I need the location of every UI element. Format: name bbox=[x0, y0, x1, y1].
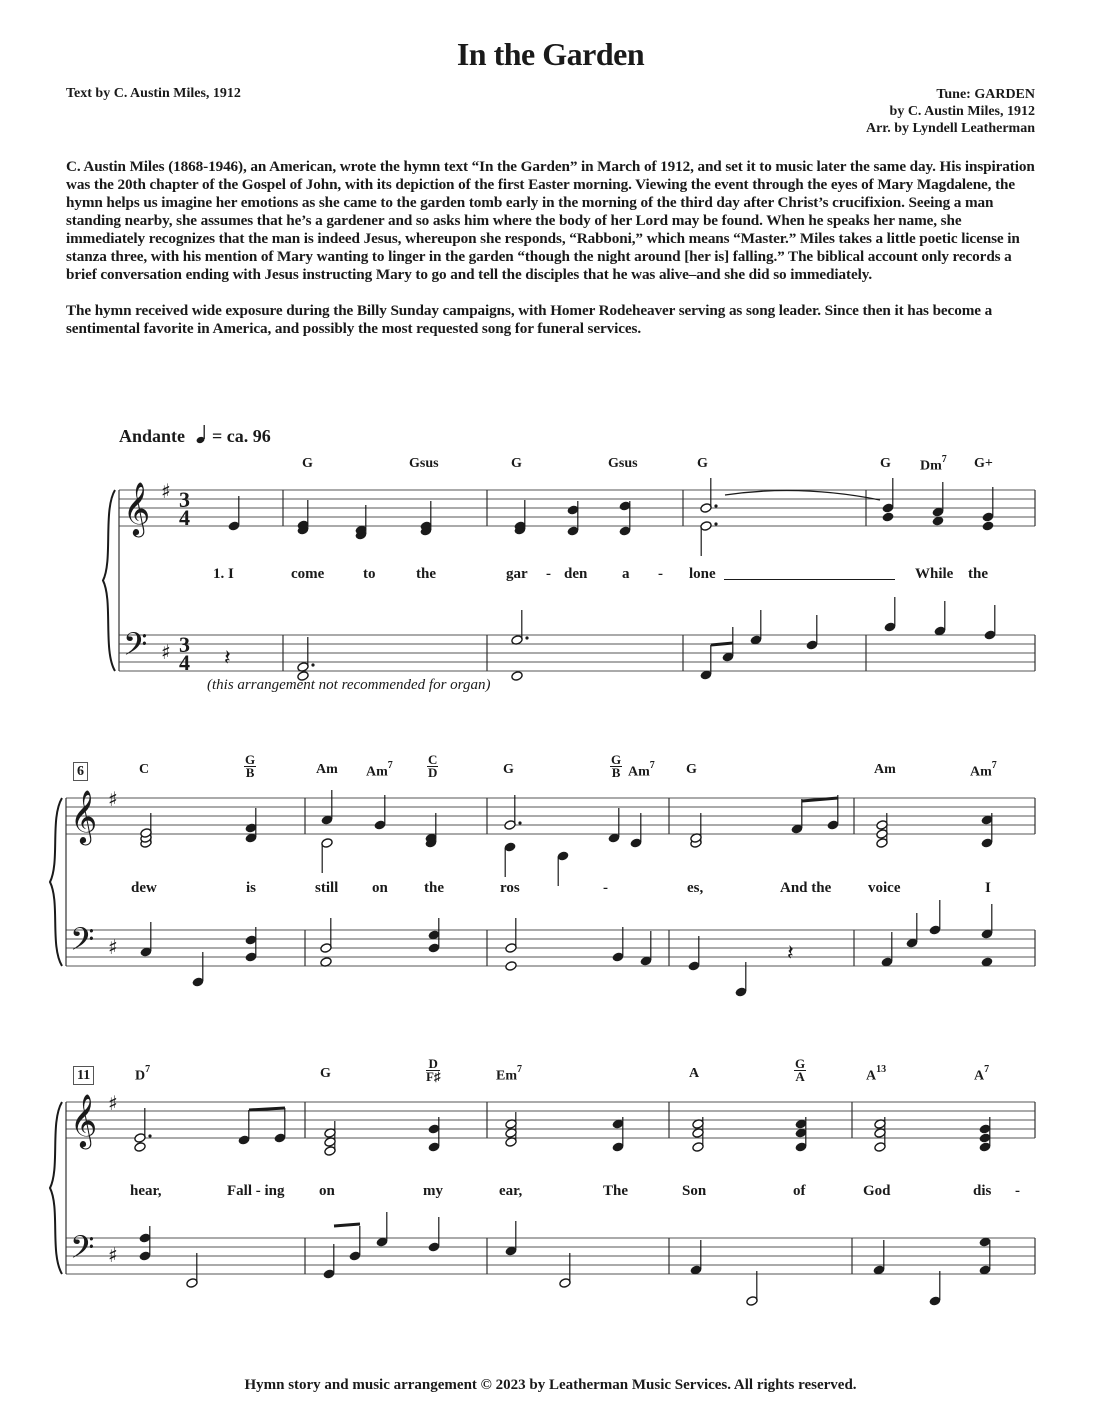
chord-symbol bbox=[302, 456, 313, 472]
slash-chord-symbol bbox=[427, 754, 438, 779]
chord-extension: 7 bbox=[649, 760, 655, 771]
slash-chord-top: D bbox=[426, 1058, 440, 1071]
chord-root: Em bbox=[496, 1068, 517, 1084]
quarter-note-icon bbox=[557, 851, 569, 886]
quarter-note-icon bbox=[376, 1212, 388, 1247]
time-signature: 4 bbox=[179, 505, 190, 530]
arranger: Arr. by Lyndell Leatherman bbox=[865, 121, 1035, 136]
tune-name: Tune: GARDEN bbox=[936, 87, 1035, 102]
half-note-icon bbox=[559, 1253, 571, 1288]
tempo-value: = ca. 96 bbox=[212, 426, 271, 446]
slash-chord-top: G bbox=[611, 752, 622, 767]
slash-chord-bass: B bbox=[611, 765, 621, 780]
lyric-syllable: Fall - ing bbox=[227, 1183, 285, 1199]
quarter-note-icon bbox=[140, 922, 152, 957]
half-note-icon bbox=[321, 838, 333, 873]
lyric-syllable: The bbox=[603, 1183, 629, 1199]
lyric-syllable: the bbox=[968, 566, 988, 582]
quarter-note-icon bbox=[349, 1226, 361, 1261]
grand-staff bbox=[0, 738, 1101, 1026]
chord-symbol bbox=[608, 456, 638, 472]
quarter-note-icon bbox=[612, 927, 624, 962]
chord-root: D bbox=[135, 1068, 146, 1084]
half-note-icon bbox=[511, 610, 529, 645]
quarter-note-icon bbox=[906, 913, 918, 948]
tempo-word: Andante bbox=[119, 426, 186, 446]
lyric-syllable: of bbox=[793, 1183, 806, 1199]
organ-note: (this arrangement not recommended for organ) bbox=[207, 677, 491, 693]
chord-symbol bbox=[866, 1066, 886, 1085]
chord-root: G bbox=[320, 1066, 331, 1081]
lyric-syllable: hear, bbox=[130, 1183, 162, 1199]
slash-chord-bass: F♯ bbox=[426, 1069, 441, 1084]
lyric-syllable: my bbox=[423, 1183, 443, 1199]
chord-root: G bbox=[697, 456, 708, 471]
copyright-footer: Hymn story and music arrangement © 2023 by Leatherman Music Services. All rights reserved. bbox=[244, 1377, 857, 1393]
quarter-note-icon bbox=[640, 931, 652, 966]
quarter-note-icon bbox=[981, 904, 993, 939]
chord-root: Dm bbox=[920, 458, 942, 474]
tune-composer: by C. Austin Miles, 1912 bbox=[889, 104, 1035, 119]
lyric-syllable: ros bbox=[500, 880, 520, 896]
chord-symbol bbox=[503, 762, 514, 778]
page-title: In the Garden bbox=[456, 36, 645, 72]
chord-root: A bbox=[974, 1068, 985, 1084]
lyric-syllable: den bbox=[564, 566, 588, 582]
slash-chord-symbol bbox=[794, 1058, 806, 1083]
quarter-note-icon bbox=[355, 505, 367, 540]
quarter-note-icon bbox=[428, 1117, 440, 1152]
chord-symbol bbox=[874, 762, 896, 778]
quarter-note-icon bbox=[238, 1110, 250, 1145]
chord-symbol bbox=[697, 456, 708, 472]
treble-clef-icon: 𝄞 bbox=[123, 481, 151, 535]
measure-number: 6 bbox=[73, 762, 88, 781]
chord-symbol bbox=[316, 762, 338, 778]
lyric-syllable: to bbox=[363, 566, 376, 582]
slash-chord-top: C bbox=[428, 752, 438, 767]
lyric-syllable: - bbox=[603, 880, 608, 896]
quarter-note-icon bbox=[929, 900, 941, 935]
chord-root: Am bbox=[874, 762, 896, 777]
sharp-icon: ♯ bbox=[108, 787, 118, 811]
lyric-syllable: - bbox=[1015, 1183, 1020, 1199]
brace-icon bbox=[50, 798, 62, 966]
chord-root: G bbox=[880, 456, 891, 471]
sharp-icon: ♯ bbox=[161, 640, 171, 664]
time-signature: 3 bbox=[179, 632, 190, 657]
quarter-note-icon bbox=[297, 500, 309, 535]
slash-chord-symbol bbox=[426, 1058, 440, 1083]
slash-chord-bass: B bbox=[245, 765, 255, 780]
tune-credit bbox=[866, 86, 1035, 137]
quarter-note-icon bbox=[321, 790, 333, 825]
quarter-note-icon bbox=[929, 1271, 941, 1306]
treble-clef-icon: 𝄞 bbox=[70, 1093, 98, 1147]
chord-root: Gsus bbox=[608, 456, 638, 471]
lyric-extender-line bbox=[724, 579, 895, 580]
lyric-syllable: on bbox=[372, 880, 388, 896]
quarter-rest-icon: 𝄽 bbox=[224, 646, 231, 671]
chord-symbol bbox=[320, 1066, 331, 1082]
treble-clef-icon: 𝄞 bbox=[70, 789, 98, 843]
quarter-note-icon bbox=[428, 1217, 440, 1252]
sharp-icon: ♯ bbox=[108, 1091, 118, 1115]
lyric-syllable: dew bbox=[131, 880, 157, 896]
quarter-note-icon bbox=[323, 1244, 335, 1279]
half-note-icon bbox=[690, 813, 702, 848]
brace-icon bbox=[103, 490, 115, 671]
chord-root: A bbox=[866, 1068, 877, 1084]
chord-root: G+ bbox=[974, 456, 993, 471]
measure-number: 11 bbox=[73, 1066, 94, 1085]
chord-symbol bbox=[686, 762, 697, 778]
quarter-note-icon bbox=[228, 496, 240, 531]
lyric-syllable: And the bbox=[780, 880, 832, 896]
lyric-syllable: dis bbox=[973, 1183, 992, 1199]
quarter-note-icon bbox=[690, 1240, 702, 1275]
quarter-note-icon bbox=[932, 482, 944, 517]
lyric-syllable: gar bbox=[506, 566, 528, 582]
bass-clef-icon: 𝄢 bbox=[70, 1229, 95, 1273]
chord-extension: 7 bbox=[387, 760, 393, 771]
chord-extension: 7 bbox=[984, 1064, 990, 1075]
brace-icon bbox=[50, 1102, 62, 1274]
lyric-syllable: While bbox=[915, 566, 954, 582]
lyric-syllable: come bbox=[291, 566, 325, 582]
quarter-note-icon bbox=[274, 1108, 286, 1143]
chord-root: Am bbox=[316, 762, 338, 777]
quarter-note-icon bbox=[504, 842, 516, 877]
chord-root: Am bbox=[970, 764, 992, 780]
quarter-note-icon bbox=[873, 1240, 885, 1275]
chord-symbol bbox=[974, 1066, 989, 1085]
time-signature: 4 bbox=[179, 650, 190, 675]
quarter-note-icon bbox=[827, 795, 839, 830]
story-paragraph: The hymn received wide exposure during the Billy Sunday campaigns, with Homer Rodeheaver serving as song leader. Since then it has become a sentimental favorite in America, and possibly the most requested song for funeral services. bbox=[66, 302, 993, 337]
lyric-syllable: a bbox=[622, 566, 630, 582]
chord-root: Gsus bbox=[409, 456, 439, 471]
chord-root: Am bbox=[628, 764, 650, 780]
slash-chord-top: G bbox=[795, 1056, 806, 1071]
quarter-note-icon bbox=[982, 487, 994, 522]
hymn-story bbox=[66, 158, 1041, 356]
slash-chord-top: G bbox=[245, 752, 256, 767]
lyric-syllable: God bbox=[863, 1183, 891, 1199]
slash-chord-bass: A bbox=[795, 1069, 805, 1084]
quarter-note-icon bbox=[882, 512, 894, 523]
quarter-note-icon bbox=[425, 813, 437, 848]
lyric-syllable: Son bbox=[682, 1183, 707, 1199]
quarter-note-icon bbox=[881, 932, 893, 967]
quarter-note-icon bbox=[374, 795, 386, 830]
slash-chord-symbol bbox=[244, 754, 256, 779]
quarter-note-icon bbox=[934, 601, 946, 636]
half-note-icon bbox=[186, 1253, 198, 1288]
quarter-note-icon bbox=[750, 610, 762, 645]
chord-root: G bbox=[511, 456, 522, 471]
quarter-note-icon bbox=[420, 501, 432, 536]
sharp-icon: ♯ bbox=[108, 935, 118, 959]
grand-staff bbox=[0, 1042, 1101, 1334]
chord-root: G bbox=[503, 762, 514, 777]
chord-symbol bbox=[689, 1066, 699, 1082]
quarter-note-icon bbox=[806, 615, 818, 650]
half-note-icon bbox=[297, 637, 315, 672]
half-note-icon bbox=[505, 961, 517, 972]
chord-symbol bbox=[366, 762, 393, 781]
lyric-syllable: the bbox=[424, 880, 444, 896]
quarter-note-icon bbox=[882, 478, 894, 513]
half-note-icon bbox=[746, 1271, 758, 1306]
lyric-syllable: still bbox=[315, 880, 339, 896]
text-credit: Text by C. Austin Miles, 1912 bbox=[66, 86, 241, 101]
chord-root: G bbox=[302, 456, 313, 471]
chord-symbol bbox=[139, 762, 149, 778]
quarter-note-icon bbox=[884, 597, 896, 632]
quarter-note-icon bbox=[735, 962, 747, 997]
half-note-icon bbox=[505, 918, 517, 953]
chord-extension: 13 bbox=[876, 1064, 887, 1075]
chord-root: A bbox=[689, 1066, 700, 1081]
bass-clef-icon: 𝄢 bbox=[123, 626, 148, 670]
chord-symbol bbox=[135, 1066, 150, 1085]
chord-root: G bbox=[686, 762, 697, 777]
chord-symbol bbox=[920, 456, 947, 475]
half-note-icon bbox=[511, 671, 523, 682]
quarter-note-icon bbox=[630, 813, 642, 848]
chord-extension: 7 bbox=[145, 1064, 151, 1075]
quarter-note-icon bbox=[688, 936, 700, 971]
chord-symbol bbox=[409, 456, 439, 472]
quarter-note-icon bbox=[984, 605, 996, 640]
lyric-syllable: ear, bbox=[499, 1183, 523, 1199]
quarter-note-icon bbox=[700, 645, 712, 680]
lyric-syllable: on bbox=[319, 1183, 335, 1199]
quarter-note-icon bbox=[139, 1226, 151, 1261]
lyric-syllable: 1. I bbox=[213, 566, 234, 582]
bass-clef-icon: 𝄢 bbox=[70, 921, 95, 965]
quarter-rest-icon: 𝄽 bbox=[787, 941, 794, 966]
lyric-syllable: lone bbox=[689, 566, 716, 582]
chord-root: Am bbox=[366, 764, 388, 780]
chord-symbol bbox=[970, 762, 997, 781]
lyric-syllable: voice bbox=[868, 880, 901, 896]
quarter-note-icon bbox=[505, 1221, 517, 1256]
quarter-note-icon bbox=[245, 927, 257, 962]
story-paragraph: C. Austin Miles (1868-1946), an American, wrote the hymn text “In the Garden” in March of 1912, and set it to music later the same day. His inspiration was the 20th chapter of the Gospel of John, with its depiction of the first Easter morning. Viewing the event through the eyes of Mary Magdalene, the hymn helps us imagine her emotions as she came to the garden tomb early in the morning of the third day after Christ’s crucifixion. Seeing a man standing nearby, she assumes that he’s a gardener and so asks him where the body of her Lord may be found. When he speaks her name, she immediately recognizes that the man is indeed Jesus, whereupon she responds, “Rabboni,” which means “Master.” Miles takes a little poetic license in stanza three, with his mention of Mary wanting to linger in the garden “though the night around [her is] falling.” The biblical account only records a brief conversation ending with Jesus instructing Mary to go and tell the disciples that he was alive–and she did so immediately. bbox=[66, 158, 1035, 283]
half-note-icon bbox=[320, 918, 332, 953]
half-note-icon bbox=[134, 1142, 146, 1153]
sharp-icon: ♯ bbox=[161, 479, 171, 503]
slash-chord-symbol bbox=[610, 754, 622, 779]
lyric-syllable: - bbox=[546, 566, 551, 582]
quarter-note-icon bbox=[608, 808, 620, 843]
lyric-syllable: the bbox=[416, 566, 436, 582]
sharp-icon: ♯ bbox=[108, 1243, 118, 1267]
chord-extension: 7 bbox=[941, 454, 947, 465]
slash-chord-bass: D bbox=[428, 765, 438, 780]
chord-symbol bbox=[628, 762, 655, 781]
chord-symbol bbox=[974, 456, 993, 472]
lyric-syllable: is bbox=[246, 880, 257, 896]
chord-extension: 7 bbox=[517, 1064, 522, 1075]
quarter-note-icon bbox=[982, 521, 994, 532]
time-signature: 3 bbox=[179, 487, 190, 512]
lyric-syllable: es, bbox=[687, 880, 704, 896]
quarter-note-icon bbox=[791, 799, 803, 834]
chord-extension: 7 bbox=[991, 760, 997, 771]
lyric-syllable: - bbox=[658, 566, 663, 582]
chord-symbol bbox=[496, 1066, 522, 1085]
chord-symbol bbox=[880, 456, 891, 472]
chord-symbol bbox=[511, 456, 522, 472]
lyric-syllable: I bbox=[985, 880, 991, 896]
chord-root: C bbox=[139, 762, 150, 777]
